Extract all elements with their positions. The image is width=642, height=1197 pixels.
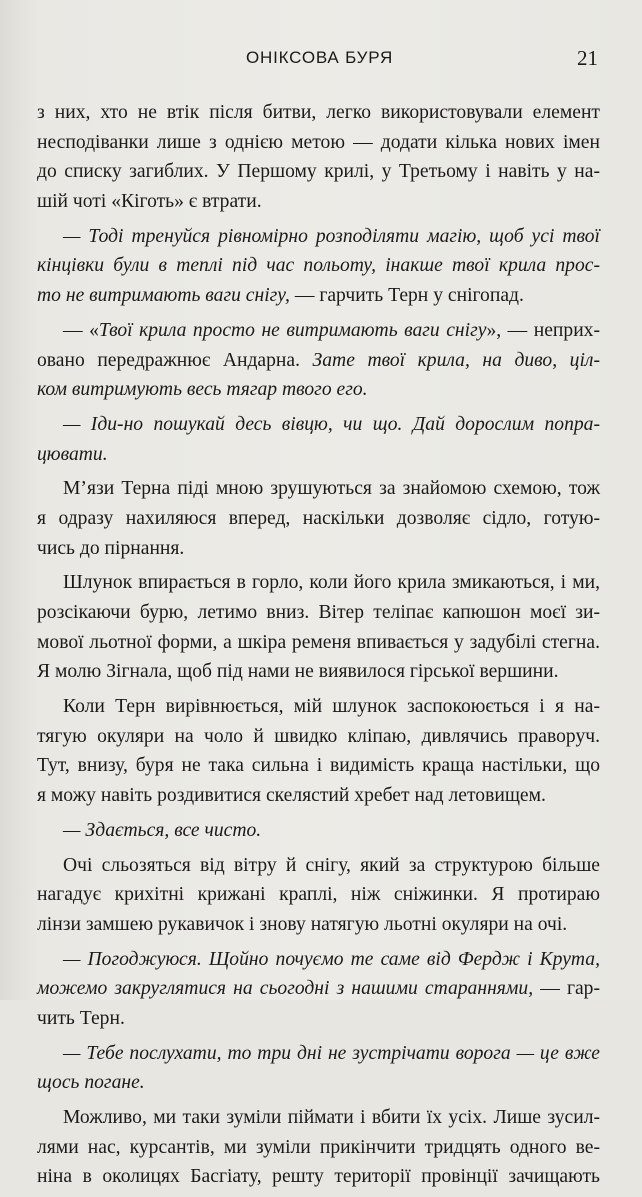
text-line: — Іди-но пошукай десь вівцю, чи що. Дай дорослим попра- <box>63 413 600 435</box>
paragraph <box>37 692 600 811</box>
text-line: щось погане. <box>37 1072 145 1094</box>
text-line: я одразу нахиляюся вперед, наскільки дозволяє сідло, готую- <box>37 507 600 529</box>
text-line: — Тоді тренуйся рівномірно розподіляти магію, щоб усі твої <box>63 225 600 247</box>
text-line: — Тебе послухати, то три дні не зустрічати ворога — це вже <box>63 1042 600 1064</box>
text-line: — Погоджуюся. Щойно почуємо те саме від Фердж і Крута, <box>63 948 600 970</box>
text-line <box>37 974 600 1004</box>
text-line: лінзи замшею рукавичок і знову натягую льотні окуляри на очі. <box>37 913 568 935</box>
text-line: несподіванки лише з однією метою — додати кілька нових імен <box>37 131 600 153</box>
text-line: Шлунок впирається в горло, коли його крила змикаються, і ми, <box>63 572 600 594</box>
text-line: чись до пірнання. <box>37 537 185 559</box>
text-line: М’язи Терна піді мною зрушуються за знайомою схемою, тож <box>63 478 600 500</box>
text-line: розсікаючи бурю, летимо вниз. Вітер теліпає капюшон моєї зи- <box>37 602 600 623</box>
paragraph <box>37 851 600 940</box>
dialogue-paragraph <box>37 816 600 846</box>
text-span: можемо закруглятися на сьогодні з нашими стараннями, <box>37 978 534 1000</box>
text-line: шій чоті «Кіготь» є втрати. <box>37 191 262 213</box>
text-line: чить Терн. <box>37 1007 125 1029</box>
text-line: ніна в околицях Басгіату, решту території провінції зачищають <box>37 1166 600 1188</box>
text-span: Зате твої крила, на диво, ціл- <box>312 349 600 371</box>
text-span: — гар- <box>533 978 600 1000</box>
dialogue-paragraph <box>37 410 600 469</box>
text-span: овано передражнює Андарна. <box>37 349 313 371</box>
text-span: — гарчить Терн у снігопад. <box>289 285 524 307</box>
text-span: », — неприх- <box>486 319 601 341</box>
paragraph <box>37 568 600 687</box>
text-span: Твої крила просто не витримають ваги снігу <box>98 319 487 341</box>
text-line: кінцівки були в теплі під час польоту, інакше твої крила прос- <box>37 255 600 277</box>
text-line: Я молю Зігнала, щоб під нами не виявилося гірської вершини. <box>37 661 559 683</box>
page-number: 21 <box>577 46 598 70</box>
text-line: тягую окуляри на чоло й швидко кліпаю, дивлячись праворуч. <box>37 725 600 747</box>
dialogue-paragraph <box>37 1039 600 1098</box>
text-line: з них, хто не втік після битви, легко використовували елемент <box>37 102 600 123</box>
text-line: до списку загиблих. У Першому крилі, у Третьому і навіть у на- <box>37 161 600 183</box>
running-title: ОНІКСОВА БУРЯ <box>246 48 394 67</box>
paragraph <box>37 474 600 563</box>
text-line: лями нас, курсантів, ми зуміли прикінчити тридцять одного ве- <box>37 1136 600 1158</box>
text-line: ком витримують весь тягар твого его. <box>37 379 368 401</box>
text-line: Очі сльозяться від вітру й снігу, який за структурою більше <box>63 854 600 876</box>
body-text <box>37 98 600 1197</box>
page-header <box>0 44 642 74</box>
text-line <box>37 346 600 376</box>
text-span: то не витримають ваги снігу, <box>37 285 290 307</box>
text-line: Тут, внизу, буря не така сильна і видимість краща настільки, що <box>37 755 600 777</box>
paragraph <box>37 98 600 217</box>
text-line: Можливо, ми таки зуміли піймати і вбити їх усіх. Лише зусил- <box>63 1107 600 1128</box>
dialogue-paragraph <box>37 316 600 405</box>
text-line: — Здається, все чисто. <box>63 819 262 841</box>
text-line: я можу навіть роздивитися скелястий хребет над летовищем. <box>37 785 546 807</box>
paragraph <box>37 1103 600 1192</box>
dialogue-paragraph <box>37 945 600 1034</box>
text-line: мової льотної форми, а шкіра ременя впивається у задубілі стегна. <box>37 631 600 653</box>
text-line: нагадує крихітні крижані краплі, ніж сніжинки. Я протираю <box>37 884 600 906</box>
text-line: Коли Терн вирівнюється, мій шлунок заспокоюється і я на- <box>63 696 600 718</box>
text-line: цювати. <box>37 443 108 465</box>
text-line <box>37 281 600 311</box>
text-line <box>37 316 600 346</box>
text-span: — « <box>63 319 99 341</box>
dialogue-paragraph <box>37 222 600 311</box>
